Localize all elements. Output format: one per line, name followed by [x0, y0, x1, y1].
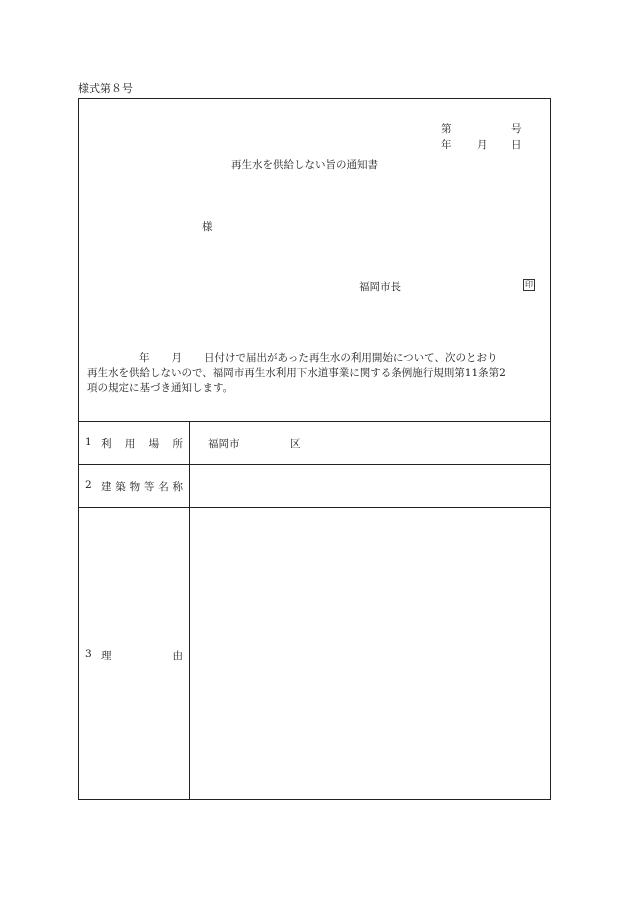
row-number: 1: [85, 436, 92, 448]
document-title: 再生水を供給しない旨の通知書: [231, 159, 378, 171]
row-label: 理 由: [101, 650, 183, 662]
table-top-rule: [79, 421, 550, 422]
issuer-name: 福岡市長: [359, 281, 401, 293]
notification-form: [78, 98, 551, 800]
table-row-reason: [85, 648, 183, 660]
location-city: 福岡市: [208, 438, 240, 450]
body-line3: 項の規定に基づき通知します。: [87, 382, 234, 394]
date-day-label: 日: [511, 139, 522, 151]
row-label: 利 用 場 所: [101, 438, 183, 450]
row-divider: [79, 464, 550, 465]
row-label: 建 築 物 等 名 称: [101, 481, 183, 493]
addressee-honorific: 様: [202, 221, 213, 233]
date-year-label: 年: [441, 139, 452, 151]
row-number: 2: [85, 479, 92, 491]
location-ward: 区: [290, 438, 301, 450]
body-month: 月: [171, 352, 182, 364]
row-number: 3: [85, 648, 92, 660]
table-row-building-name: [85, 479, 183, 491]
body-year: 年: [139, 352, 150, 364]
notification-body: [87, 351, 549, 396]
body-line1: 日付けで届出があった再生水の利用開始について、次のとおり: [204, 352, 498, 364]
body-line2: 再生水を供給しないので、福岡市再生水利用下水道事業に関する条例施行規則第11条第2: [87, 367, 506, 379]
row-divider: [79, 507, 550, 508]
form-number: 様式第８号: [78, 82, 133, 95]
date-month-label: 月: [477, 139, 488, 151]
document-number-suffix: 号: [511, 123, 522, 135]
seal-mark: 印: [525, 280, 533, 289]
document-number-prefix: 第: [441, 123, 452, 135]
column-divider: [189, 421, 190, 799]
table-row-location: [85, 436, 183, 448]
